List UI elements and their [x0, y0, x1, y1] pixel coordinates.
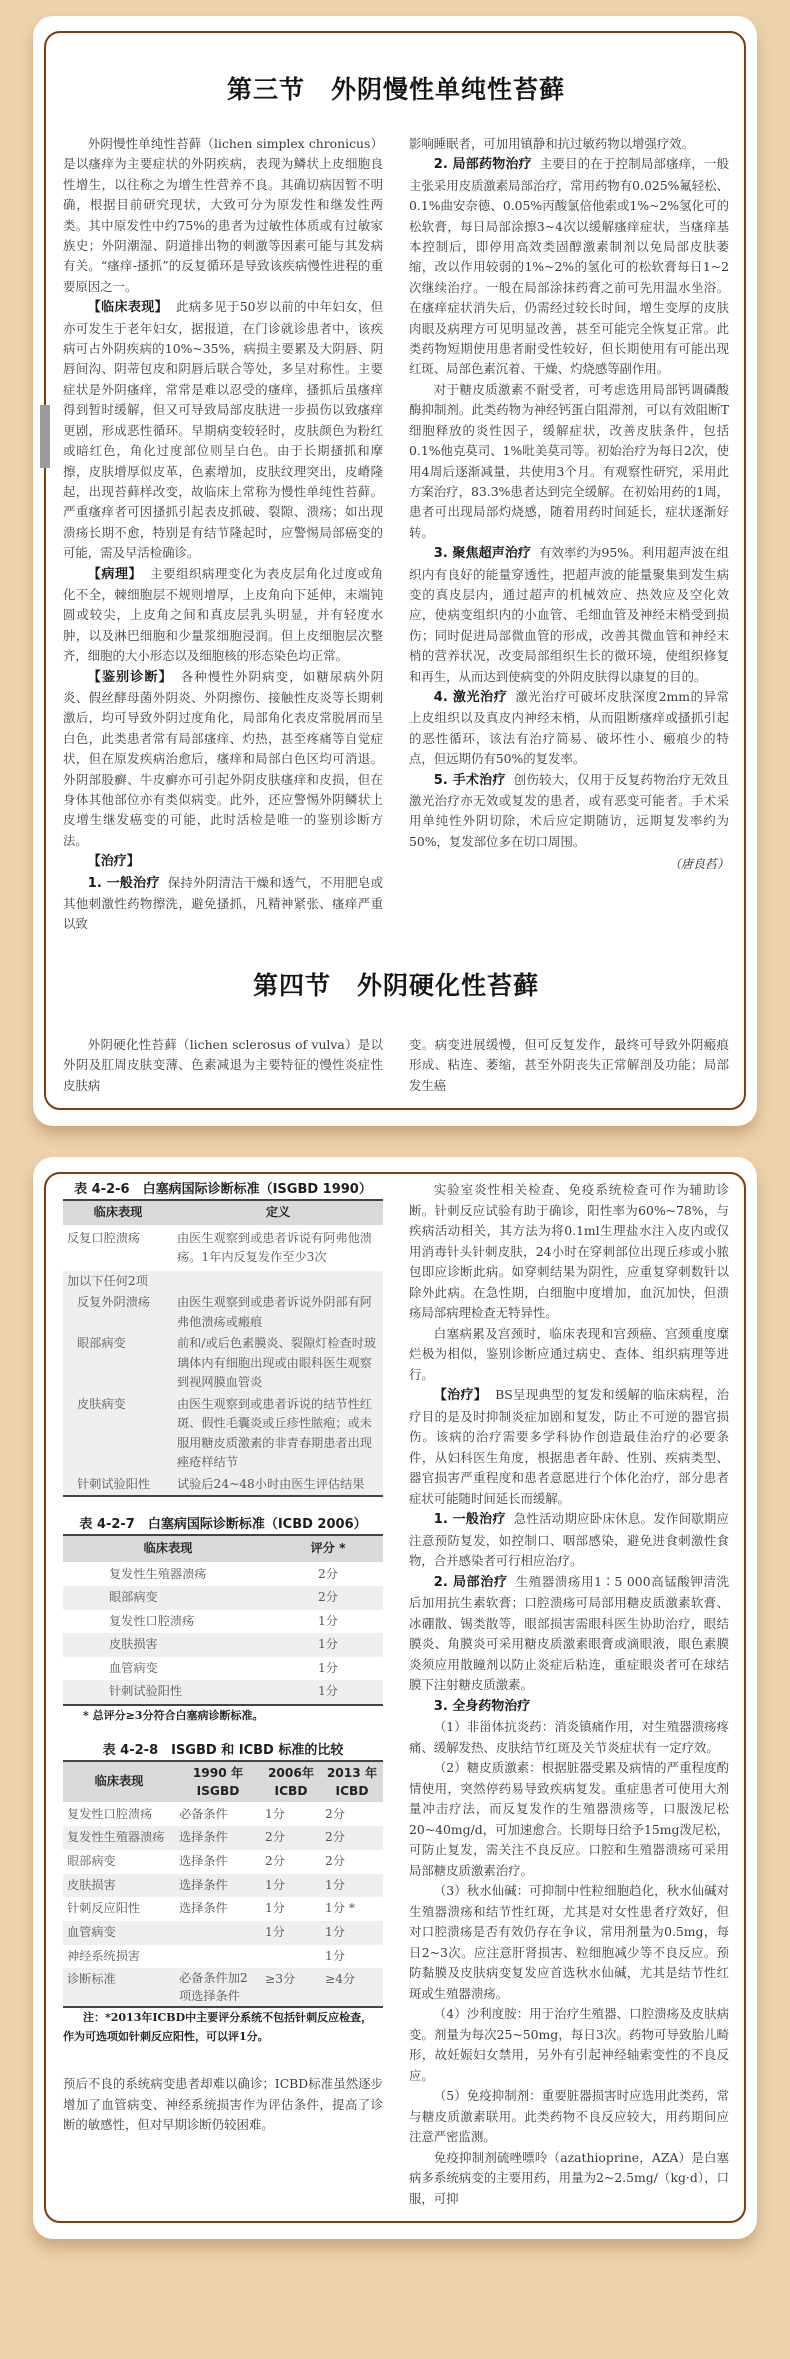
- table-row: 复发性生殖器溃疡 2分: [109, 1566, 338, 1581]
- table-row: 皮肤损害 选择条件 1分 1分: [63, 1874, 383, 1898]
- page2-left-tail-text: 预后不良的系统病变患者却难以确诊；ICBD标准虽然逐步增加了血管病变、神经系统损害作为评估条件，提高了诊断的敏感性，但对早期诊断仍较困难。: [63, 2076, 383, 2133]
- table-icbd-2006: [63, 1534, 383, 1706]
- heading: 【病理】: [87, 566, 143, 582]
- paragraph: 对于糖皮质激素不耐受者，可考虑选用局部钙调磷酸酶抑制剂。此类药物为神经钙蛋白阻滞剂，可以有效阻断T细胞释放的炎性因子，缓解症状，改善皮肤条件，包括0.1%他克莫司、1%吡美莫司等。初始治疗为每日2次，使用4周后逐渐减量，共使用3个月。有观察性研究，采用此方案治疗，83.3%患者达到完全缓解。在初始用药的1周，患者可出现局部灼烧感，随着用药时间延长，症状逐渐好转。: [409, 381, 729, 540]
- page1-columns: [63, 134, 729, 935]
- paragraph: 白塞病累及宫颈时，临床表现和宫颈癌、宫颈重度糜烂极为相似，鉴别诊断应通过病史、查体、组织病理等进行。: [409, 1325, 729, 1382]
- table-title: 表 4-2-7 白塞病国际诊断标准（ICBD 2006）: [79, 1517, 367, 1533]
- table-note: 注：*2013年ICBD中主要评分系统不包括针刺反应检查，作为可选项如针刺反应阳性，可以评1分。: [63, 2011, 373, 2044]
- paragraph-differential: 【鉴别诊断】 各种慢性外阴病变，如糖尿病外阴炎、假丝酵母菌外阴炎、外阴擦伤、接触性皮炎等长期刺激后，均可导致外阴过度角化，局部角化表皮常脱屑而呈白色，此类患者常有局部瘙痒、灼热，甚至疼痛等自觉症状，但在原发疾病治愈后，瘙痒和局部白色区均可消退。外阴部股癣、牛皮癣亦可引起外阴皮肤瘙痒和皮损，但在身体其他部位亦有类似病变。此外，还应警惕外阴鳞状上皮增生继发癌变的可能，此时活检是唯一的鉴别诊断方法。: [63, 668, 383, 848]
- paragraph: 免疫抑制剂硫唑嘌呤（azathioprine，AZA）是白塞病多系统病变的主要用药，用量为2~2.5mg/（kg·d），口服，可抑: [409, 2149, 729, 2206]
- page2-right-column: [409, 1180, 729, 2209]
- heading: 【临床表现】: [87, 300, 168, 316]
- paragraph: （4）沙利度胺：用于治疗生殖器、口腔溃疡及皮肤病变。剂量为每次25~50mg，每日3次。药物可导致胎儿畸形，故妊娠妇女禁用，另外有引起神经轴索变性的不良反应。: [409, 2006, 729, 2083]
- paragraph: 影响睡眠者，可加用镇静和抗过敏药物以增强疗效。: [409, 136, 694, 151]
- table-title: 表 4-2-6 白塞病国际诊断标准（ISGBD 1990）: [74, 1182, 372, 1198]
- table-row: 神经系统损害 1分: [67, 1948, 345, 1963]
- page-frame: [44, 31, 746, 1110]
- heading: 【鉴别诊断】: [87, 669, 173, 685]
- paragraph-laser: 4. 激光治疗 激光治疗可破坏皮肤深度2mm的异常上皮组织以及真皮内神经末梢，从而阻断瘙痒或搔抓引起的恶性循环，该法有治疗简易、破坏性小、瘢痕少的特点，但远期仍有50%的复发率。: [409, 688, 729, 767]
- bookmark-tab: [40, 405, 50, 468]
- section-title: [63, 971, 729, 1001]
- paragraph: 实验室炎性相关检查、免疫系统检查可作为辅助诊断。针刺反应试验有助于确诊，阳性率为60%~78%，与疾病活动相关，其方法为将0.1ml生理盐水注入皮内或仅用消毒针头针刺皮肤，24小时在穿刺部位出现丘疹或小脓包即应诊断此病。如穿刺结果为阴性，应重复穿刺数针以除外此病。在急性期，白细胞中度增加，血沉加快，但溃疡局部病理检查无特异性。: [409, 1182, 729, 1321]
- page2-left-column: [63, 1180, 383, 2136]
- table-row: 针刺试验阳性 试验后24~48小时由医生评估结果: [63, 1474, 383, 1497]
- paragraph: （5）免疫抑制剂：重要脏器损害时应选用此类药，常与糖皮质激素联用。此类药物不良反应较大，用药期间应注意严密监测。: [409, 2088, 729, 2145]
- section4-columns: [63, 1035, 729, 1096]
- table-row: 复发性口腔溃疡 必备条件 1分 2分: [67, 1806, 345, 1821]
- paragraph-treatment: 【治疗】 BS呈现典型的复发和缓解的临床病程，治疗目的是及时抑制炎症加剧和复发，防止不可逆的器官损伤。该病的治疗需要多学科协作创造最佳治疗的必要条件，从妇科医生角度，根据患者年龄、性别、疾病类型、器官损害严重程度和患者意愿进行个体化治疗，部分患者症状可能随时间延长而缓解。: [409, 1387, 729, 1506]
- heading: 【治疗】: [433, 1388, 488, 1404]
- paragraph-ultrasound: 3. 聚焦超声治疗 有效率约为95%。利用超声波在组织内有良好的能量穿透性，把超声波的能量聚集到发生病变的真皮层内，通过超声的机械效应、热效应及空化效应，使病变组织内的小血管、毛细血管及神经末梢受到损伤；同时促进局部微血管的形成，改善其微血管和神经末梢的营养状况，改变局部组织生长的微环境，使组织修复和再生，从而达到使病变的外阴皮肤得以康复的目的。: [409, 545, 729, 684]
- section-title: [63, 75, 729, 105]
- page2-columns: [63, 1180, 729, 2209]
- heading: 3. 聚焦超声治疗: [433, 546, 532, 562]
- paragraph-general-treatment: 1. 一般治疗 急性活动期应卧床休息。发作间歇期应注意预防复发，如控制口、咽部感染，避免进食刺激性食物，合并感染者可行相应治疗。: [409, 1511, 729, 1569]
- heading-systemic-treatment: 3. 全身药物治疗: [433, 1698, 531, 1714]
- paragraph-local-drug: 2. 局部药物治疗 主要目的在于控制局部瘙痒，一般主张采用皮质激素局部治疗，常用药物有0.025%氟轻松、0.1%曲安奈德、0.05%丙酸氯倍他索或1%~2%氢化可的松软膏，每日局部涂擦3~4次以缓解瘙痒症状，当瘙痒基本控制后，即停用高效类固醇激素制剂以免局部皮肤萎缩，改以作用较弱的1%~2%的氢化可的松软膏每日1~2次继续治疗。一般在局部涂抹药膏之前可先用温水坐浴。在瘙痒症状消失后，仍需经过较长时间，增生变厚的皮肤肉眼及病理方可见明显改善，甚至可能完全恢复正常。此类药物短期使用患者耐受性较好，但长期使用有可能出现红斑、局部色素沉着、干燥、灼烧感等副作用。: [409, 156, 729, 377]
- section4-right-text: 变。病变进展缓慢，但可反复发作，最终可导致外阴瘢痕形成、粘连、萎缩，甚至外阴丧失正常解剖及功能；局部发生癌: [409, 1036, 729, 1093]
- table-row: 反复外阴溃疡 由医生观察到或患者诉说外阴部有阿弗他溃疡或瘢痕: [63, 1292, 383, 1333]
- table-row: 反复口腔溃疡 由医生观察到或患者诉说有阿弗他溃疡。1年内反复发作至少3次: [67, 1230, 372, 1265]
- table-header-row: 临床表现 定义: [63, 1200, 383, 1225]
- table-row: 针刺试验阳性 1分: [63, 1680, 383, 1705]
- table-isgbd-1990: [63, 1199, 383, 1497]
- section4-left-text: 外阴硬化性苔藓（lichen sclerosus of vulva）是以外阴及肛周皮肤变薄、色素减退为主要特征的慢性炎症性皮肤病: [63, 1036, 383, 1093]
- table-row: 复发性生殖器溃疡 选择条件 2分 2分: [63, 1826, 383, 1850]
- section-number: 第三节: [226, 75, 305, 104]
- heading: 1. 一般治疗: [87, 875, 160, 891]
- heading: 2. 局部药物治疗: [433, 157, 532, 173]
- paragraph-pathology: 【病理】 主要组织病理变化为表皮层角化过度或角化不全，棘细胞层不规则增厚，上皮角向下延伸，末端钝圆或较尖，上皮角之间和真皮层乳头明显，并有轻度水肿，以及淋巴细胞和少量浆细胞浸润。但上皮细胞层次整齐，细胞的大小形态以及细胞核的形态染色均正常。: [63, 565, 383, 664]
- table-row: 眼部病变 选择条件 2分 2分: [67, 1853, 345, 1868]
- table-row: 血管病变 1分 1分: [63, 1921, 383, 1945]
- table-row: 皮肤病变 由医生观察到或患者诉说的结节性红斑、假性毛囊炎或丘疹性脓疱；或未服用糖皮质激素的非青春期患者出现痤疮样结节: [63, 1394, 383, 1474]
- section-number: 第四节: [252, 970, 331, 1000]
- page1-right-column: [409, 134, 729, 874]
- table-title: 表 4-2-8 ISGBD 和 ICBD 标准的比较: [102, 1742, 344, 1758]
- author-signature: （唐良萏）: [668, 857, 729, 872]
- section-name: 外阴慢性单纯性苔藓: [331, 75, 566, 104]
- table-group-row: 加以下任何2项: [63, 1271, 383, 1293]
- heading: 4. 激光治疗: [433, 689, 508, 705]
- table-row: 皮肤损害 1分: [63, 1633, 383, 1657]
- table-row: 针刺反应阳性 选择条件 1分 1分 *: [67, 1901, 355, 1916]
- paragraph: 外阴慢性单纯性苔藓（lichen simplex chronicus）是以瘙痒为主要症状的外阴疾病，表现为鳞状上皮细胞良性增生，以往称之为增生性营养不良。其确切病因暂不明确，根据目前研究现状，大致可分为原发性和继发性两类。其中原发性中约75%的患者为过敏性体质或有过敏家族史；外阴潮湿、阴道排出物的刺激等因素可能与其发病有关。“瘙痒-搔抓”的反复循环是导致该疾病慢性进程的重要原因之一。: [63, 136, 383, 294]
- paragraph-general-treatment: 1. 一般治疗 保持外阴清洁干燥和透气，不用肥皂或其他刺激性药物擦洗，避免搔抓，凡精神紧张、瘙痒严重以致: [63, 874, 383, 932]
- table-header-row: 临床表现 1990 年 ISGBD 2006年 ICBD 2013 年 ICBD: [63, 1761, 383, 1803]
- table-row: 诊断标准 必备条件加2项选择条件 ≥3分 ≥4分: [63, 1968, 383, 2007]
- heading: 5. 手术治疗: [433, 772, 506, 788]
- paragraph-surgery: 5. 手术治疗 创伤较大，仅用于反复药物治疗无效且激光治疗亦无效或复发的患者，或有恶变可能者。手术采用单纯性外阴切除，术后应定期随访，远期复发率约为50%，复发部位多在切口周围。: [409, 771, 729, 849]
- table-row: 复发性口腔溃疡 1分: [109, 1613, 338, 1628]
- paragraph-clinical: 【临床表现】 此病多见于50岁以前的中年妇女，但亦可发生于老年妇女，据报道，在门诊就诊患者中，该疾病可占外阴疾病的10%~35%，病损主要累及大阴唇、阴唇间沟、阴蒂包皮和阴唇后联合等处，多呈对称性。主要症状是外阴瘙痒，常常是难以忍受的瘙痒，搔抓后虽瘙痒得到暂时缓解，但又可导致局部皮肤进一步损伤以致瘙痒更剧，形成恶性循环。早期病变较轻时，皮肤颜色为粉红或暗红色，角化过度部位则呈白色。由于长期搔抓和摩擦，皮肤增厚似皮革，色素增加，皮肤纹理突出，皮嵴隆起，出现苔藓样改变，故临床上常称为慢性单纯性苔藓。严重瘙痒者可因搔抓引起表皮抓破、裂隙、溃疡；如出现溃疡长期不愈，特别是有结节隆起时，应警惕局部癌变的可能，需及早活检确诊。: [63, 299, 383, 561]
- paragraph-local-treatment: 2. 局部治疗 生殖器溃疡用1∶5 000高锰酸钾清洗后加用抗生素软膏；口腔溃疡可局部用糖皮质激素软膏、冰硼散、锡类散等，眼部损害需眼科医生协助治疗，眼结膜炎、角膜炎可采用糖皮质激素眼膏或滴眼液，眼色素膜炎须应用散瞳剂以防止炎症后粘连，重症眼炎者可在球结膜下注射糖皮质激素。: [409, 1573, 729, 1693]
- table-isgbd-icbd-comparison: [63, 1760, 383, 2009]
- paragraph: （1）非甾体抗炎药：消炎镇痛作用，对生殖器溃疡疼痛、缓解发热、皮肤结节红斑及关节炎症状有一定疗效。: [409, 1719, 729, 1755]
- heading-treatment: 【治疗】: [87, 854, 140, 870]
- page-card-1: [33, 16, 757, 1126]
- page-card-2: [33, 1157, 757, 2239]
- page1-left-column: [63, 134, 383, 935]
- table-row: 血管病变 1分: [109, 1660, 338, 1675]
- paragraph: （2）糖皮质激素：根据脏器受累及病情的严重程度酌情使用，突然停药易导致疾病复发。重症患者可使用大剂量冲击疗法，而反复发作的生殖器溃疡等，口服泼尼松20~40mg/d，可加速愈合。长期每日给予15mg泼尼松，可防止复发，需关注不良反应。口腔和生殖器溃疡可采用局部糖皮质激素治疗。: [409, 1760, 729, 1878]
- table-header-row: 临床表现 评分 *: [63, 1535, 383, 1562]
- table-row: 眼部病变 前和/或后色素膜炎、裂隙灯检查时玻璃体内有细胞出现或由眼科医生观察到视网膜血管炎: [63, 1333, 383, 1394]
- table-row: 眼部病变 2分: [63, 1586, 383, 1610]
- table-footnote: * 总评分≥3分符合白塞病诊断标准。: [83, 1708, 264, 1722]
- heading: 1. 一般治疗: [433, 1512, 506, 1528]
- page-frame: [44, 1172, 746, 2223]
- heading: 2. 局部治疗: [433, 1574, 508, 1590]
- section-name: 外阴硬化性苔藓: [357, 970, 540, 1000]
- paragraph: （3）秋水仙碱：可抑制中性粒细胞趋化，秋水仙碱对生殖器溃疡和结节性红斑，尤其是对女性患者疗效好，但对口腔溃疡是否有效仍存在争议，常用剂量为0.5mg，每日2~3次。应注意肝肾损害、粒细胞减少等不良反应。预防黏膜及皮肤病变复发应首选秋水仙碱，尤其是结节性红斑或生殖器溃疡。: [409, 1883, 729, 2001]
